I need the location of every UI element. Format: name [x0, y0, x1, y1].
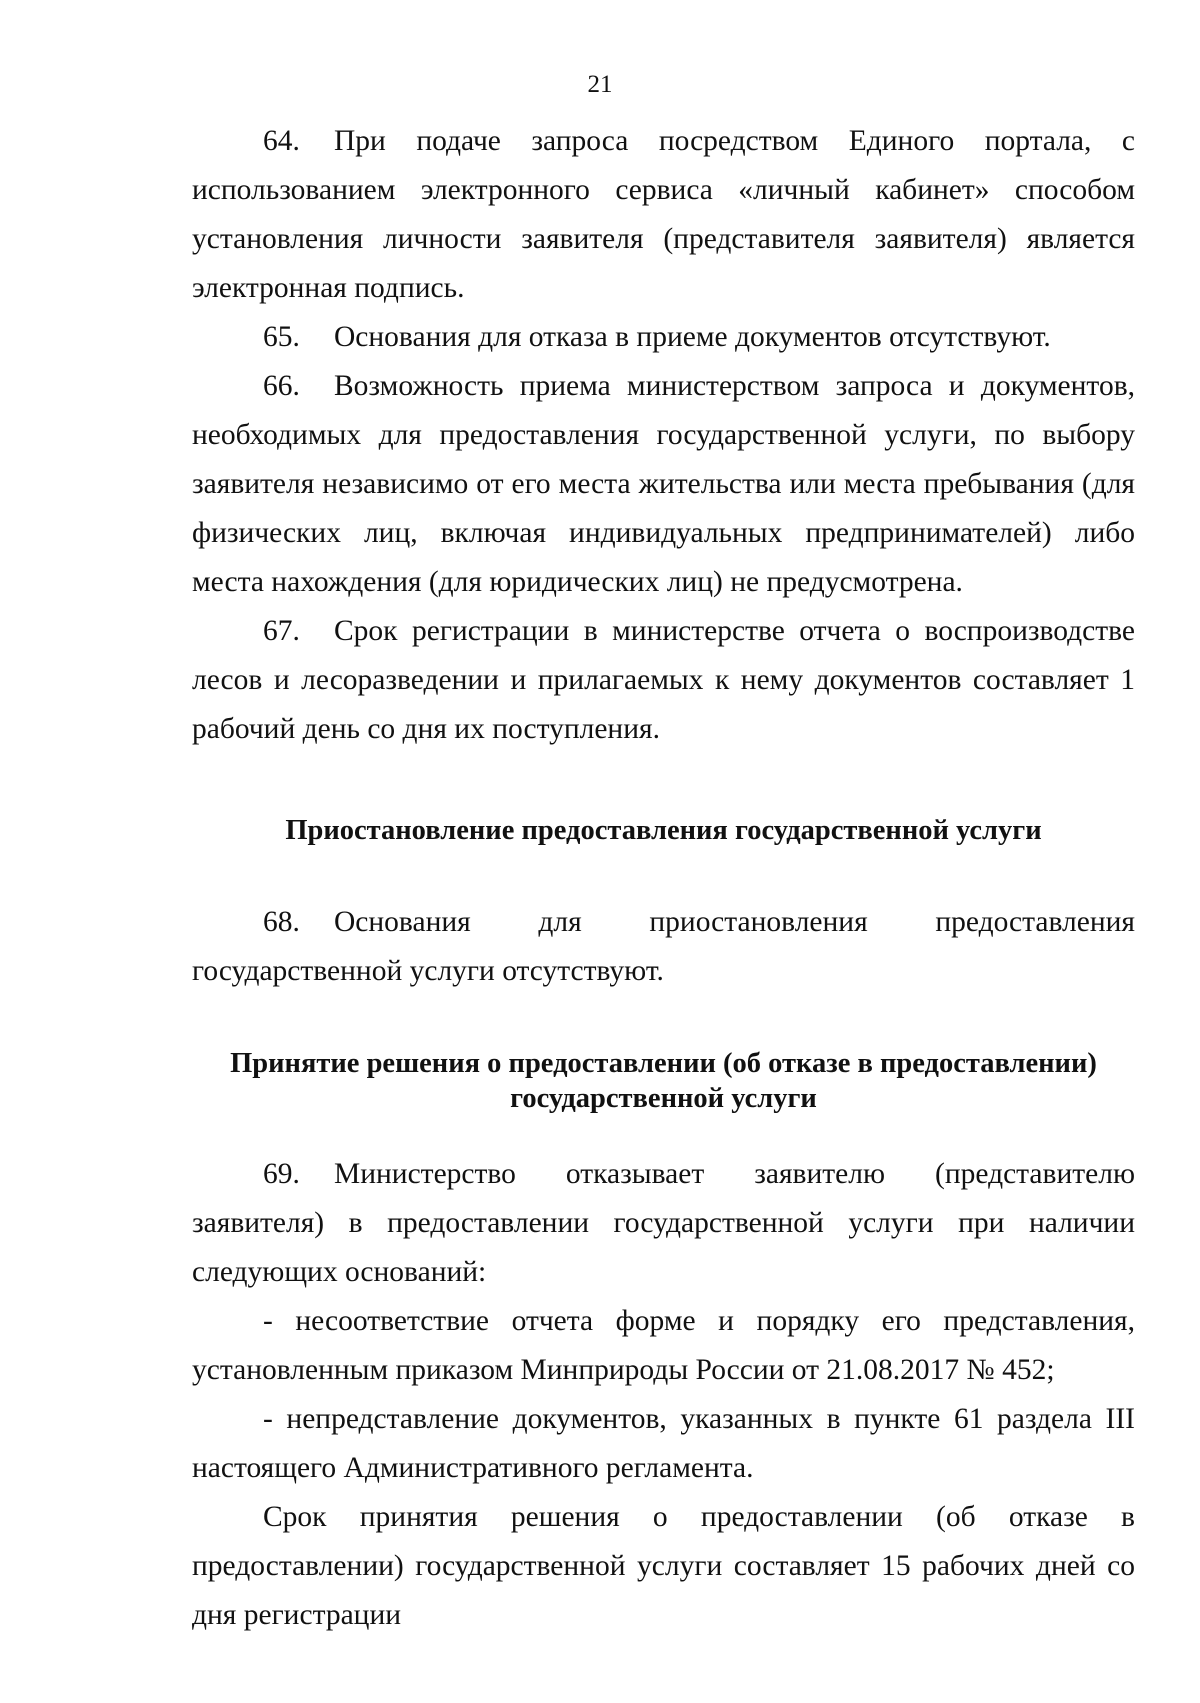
section-heading-decision — [192, 1046, 1135, 1116]
section-heading-suspension: Приостановление предоставления государственной услуги — [285, 815, 1042, 846]
paragraph-66 — [192, 362, 1135, 607]
paragraph-number: 68. — [263, 906, 300, 938]
paragraph-number: 64. — [263, 125, 300, 157]
paragraph-decision-term: Срок принятия решения о предоставлении (об отказе в предоставлении) государственной услуги составляет 15 рабочих дней со дня регистрации — [192, 1501, 1135, 1631]
paragraph-67 — [192, 607, 1135, 754]
heading-line-1: Принятие решения о предоставлении (об отказе в предоставлении) — [230, 1048, 1097, 1079]
paragraph-number: 66. — [263, 370, 300, 402]
paragraph-number: 65. — [263, 321, 300, 353]
document-body — [192, 117, 1135, 1640]
paragraph-69 — [192, 1150, 1135, 1297]
heading-line-2: государственной услуги — [510, 1083, 817, 1114]
paragraph-64 — [192, 117, 1135, 313]
paragraph-text: Срок регистрации в министерстве отчета о воспроизводстве лесов и лесоразведении и прилагаемых к нему документов составляет 1 рабочий день со дня их поступления. — [192, 615, 1135, 745]
list-item: - непредставление документов, указанных в пункте 61 раздела III настоящего Административного регламента. — [192, 1403, 1135, 1484]
list-item: - несоответствие отчета форме и порядку его представления, установленным приказом Минприроды России от 21.08.2017 № 452; — [192, 1305, 1135, 1386]
paragraph-text: Министерство отказывает заявителю (представителю заявителя) в предоставлении государственной услуги при наличии следующих оснований: — [192, 1158, 1135, 1288]
page-number: 21 — [587, 71, 613, 98]
paragraph-number: 67. — [263, 615, 300, 647]
paragraph-text: При подаче запроса посредством Единого портала, с использованием электронного сервиса «личный кабинет» способом установления личности заявителя (представителя заявителя) является электронная подпись. — [192, 125, 1135, 304]
paragraph-text: Возможность приема министерством запроса и документов, необходимых для предоставления государственной услуги, по выбору заявителя независимо от его места жительства или места пребывания (для физических лиц, включая индивидуальных предпринимателей) либо места нахождения (для юридических лиц) не предусмотрена. — [192, 370, 1135, 598]
paragraph-text: Основания для приостановления предоставления государственной услуги отсутствуют. — [192, 906, 1135, 987]
paragraph-number: 69. — [263, 1158, 300, 1190]
paragraph-68 — [192, 898, 1135, 996]
paragraph-65 — [192, 313, 1135, 362]
paragraph-text: Основания для отказа в приеме документов отсутствуют. — [334, 321, 1051, 353]
